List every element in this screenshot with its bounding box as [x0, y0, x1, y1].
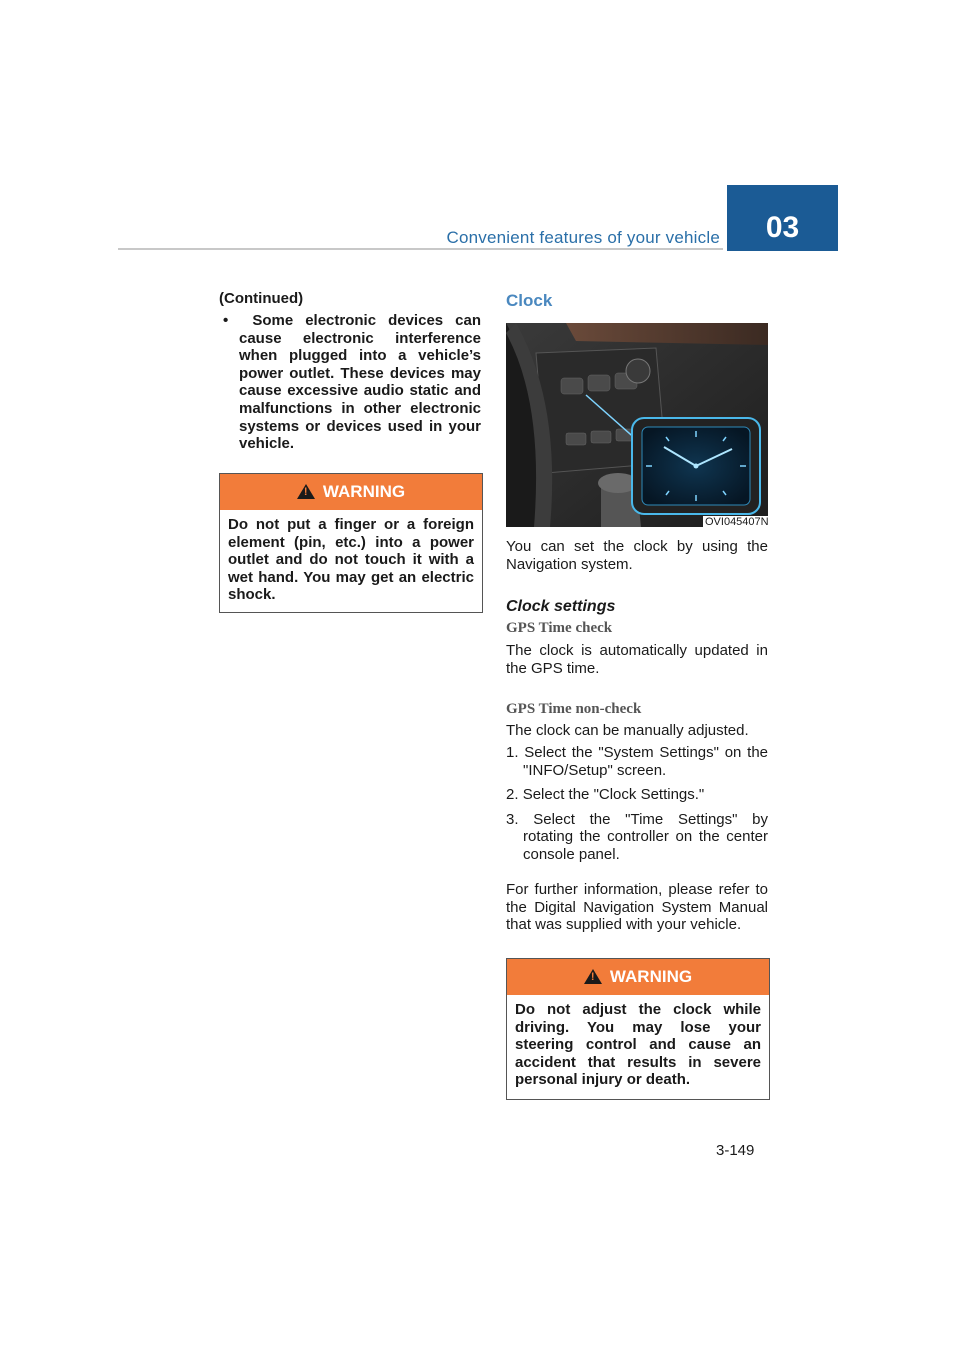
steps-list [506, 744, 768, 864]
step-text: Select the "Time Settings" by rotating the controller on the center console panel. [523, 810, 768, 863]
running-header: Convenient features of your vehicle [446, 228, 720, 247]
step-number: 1. [506, 744, 519, 761]
list-item [506, 744, 768, 779]
left-column [219, 290, 481, 453]
warning-icon [297, 484, 315, 499]
warning-box-left [219, 473, 483, 613]
gps-check-text: The clock is automatically updated in the GPS time. [506, 642, 768, 677]
warning-box-right [506, 958, 770, 1100]
gps-noncheck-title: GPS Time non-check [506, 701, 642, 717]
warning-header [507, 959, 769, 995]
clock-intro: You can set the clock by using the Navigation system. [506, 538, 768, 573]
further-info: For further information, please refer to the Digital Navigation System Manual that was supplied with your vehicle. [506, 881, 768, 934]
warning-text: Do not put a finger or a foreign element (pin, etc.) into a power outlet and do not touch it with a wet hand. You may get an electric shock. [228, 516, 474, 604]
warning-label: WARNING [322, 482, 406, 501]
chapter-number: 03 [765, 211, 800, 244]
bullet-item [219, 312, 481, 453]
bullet-mark: • [223, 312, 229, 329]
warning-icon [584, 969, 602, 984]
header-rule [118, 248, 723, 250]
subsection-title: Clock settings [506, 598, 616, 615]
warning-text: Do not adjust the clock while driving. You may lose your steering control and cause an accident that results in severe personal injury or death. [515, 1001, 761, 1089]
continued-label: (Continued) [219, 290, 304, 307]
bullet-text: Some electronic devices can cause electronic interference when plugged into a vehicle’s power outlet. These devices may cause excessive audio static and malfunctions in other electronic systems or devices used in your vehicle. [239, 312, 481, 453]
step-text: Select the "System Settings" on the "INFO/Setup" screen. [523, 744, 768, 779]
gps-noncheck-text: The clock can be manually adjusted. [506, 722, 749, 739]
list-item [506, 786, 768, 804]
dashboard-clock-illustration [506, 323, 768, 527]
warning-header [220, 474, 482, 510]
chapter-tab [727, 185, 838, 251]
image-code: OVI045407N [705, 516, 769, 528]
list-item [506, 811, 768, 864]
step-number: 2. [506, 786, 519, 804]
page-number: 3-149 [716, 1142, 755, 1159]
step-text: Select the "Clock Settings." [522, 786, 705, 804]
clock-photo [506, 323, 768, 527]
step-number: 3. [506, 810, 519, 828]
warning-label: WARNING [609, 967, 693, 986]
section-title: Clock [506, 291, 553, 310]
gps-check-title: GPS Time check [506, 620, 613, 636]
